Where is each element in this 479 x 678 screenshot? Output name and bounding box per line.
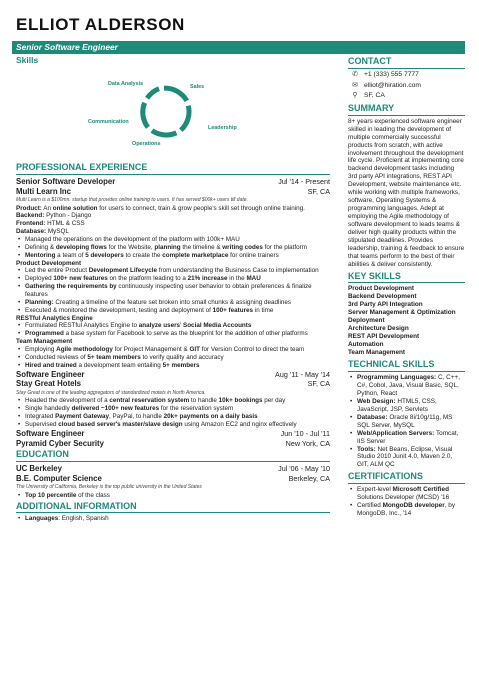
list-item: • Web/Application Servers: Tomcat, IIS Server [348, 430, 465, 446]
list-item [16, 492, 330, 500]
job-subheading: Team Management [16, 338, 73, 346]
list-item: • Web Design: HTML5, CSS, JavaScript, JSP, Servlets [348, 398, 465, 414]
candidate-name: ELLIOT ALDERSON [16, 15, 185, 34]
key-skill: REST API Development [348, 333, 420, 341]
languages-label: Languages [25, 515, 59, 523]
phone-text: +1 (333) 555 7777 [364, 70, 419, 78]
key-skill: Server Management & Optimization [348, 309, 456, 317]
job-dates: Jun '10 - Jul '11 [280, 428, 330, 438]
languages-value: : English, Spanish [58, 515, 109, 523]
list-item: • Expert-level Microsoft Certified Solutions Developer (MCSD) '16 [348, 486, 465, 502]
education-heading: EDUCATION [16, 449, 330, 462]
education-bullet-bold: Top 10 percentile [25, 491, 77, 499]
skills-heading: Skills [16, 55, 39, 65]
job-location: SF, CA [307, 186, 330, 196]
job-bullets [16, 397, 330, 428]
degree-name: B.E. Computer Science [16, 473, 102, 483]
job-detail: Frontend: HTML & CSS [16, 220, 85, 228]
job-entry [16, 370, 330, 429]
job-bullets [16, 267, 330, 314]
list-item: • Mentoring a team of 5 developers to create the complete marketplace for online trainers [16, 252, 330, 260]
list-item: • Headed the development of a central reservation system to handle 10k+ bookings per day [16, 397, 330, 405]
list-item: • Conducted reviews of 5+ team members to verify quality and accuracy [16, 354, 330, 362]
job-title-bar: Senior Software Engineer [12, 41, 465, 54]
list-item: • Managed the operations on the development of the platform with 100k+ MAU [16, 236, 330, 244]
job-location: SF, CA [307, 379, 330, 389]
job-bullets [16, 322, 330, 338]
list-item [16, 515, 330, 523]
contact-location [350, 92, 465, 101]
technical-skills-list [348, 374, 465, 469]
key-skill: 3rd Party API Integration [348, 301, 423, 309]
key-skill: Deployment [348, 317, 385, 325]
job-detail: Backend: Python - Django [16, 212, 92, 220]
list-item: • Deployed 100+ new features on the platform leading to a 21% increase in the MAU [16, 275, 330, 283]
skills-wheel-graphic [16, 68, 330, 162]
job-subheading: Product Development [16, 259, 82, 267]
contact-email[interactable] [350, 82, 465, 91]
skill-label-operations: Operations [132, 141, 161, 148]
list-item: • Led the entire Product Development Lifecycle from understanding the Business Case to implementation [16, 267, 330, 275]
summary-text: 8+ years experienced software engineer skilled in leading the development of multiple commercially successful products from scratch, with active involvement throughout the development life cycle. Proficient at implementing core backend development tasks including 3rd party API integrations, REST API Development, website maintenance etc. while working with multiple frameworks, software, Operating Systems & programming languages. Adept at employing the Agile methodology of software development to leads teams & deliver high quality products within the stipulated deadlines. Provides leadership, training & feedback to ensure that teams perform to the best of their abilities & deliver consistently. [348, 117, 465, 268]
right-column [348, 55, 465, 518]
summary-heading: SUMMARY [348, 103, 465, 116]
job-detail: Database: MySQL [16, 228, 69, 236]
contact-phone [350, 71, 465, 80]
contact-heading: CONTACT [348, 56, 465, 69]
location-text: SF, CA [364, 92, 385, 100]
education-entry [16, 464, 330, 500]
list-item: • Gathering the requirements by continuously inspecting user behavior to obtain preferences & finalize features [16, 283, 330, 299]
job-title: Senior Software Developer [16, 176, 116, 186]
experience-heading: PROFESSIONAL EXPERIENCE [16, 162, 330, 175]
education-dates: Jul '06 - May '10 [278, 464, 330, 474]
technical-skills-heading: TECHNICAL SKILLS [348, 359, 465, 372]
skill-label-sales: Sales [190, 84, 205, 91]
key-skill: Team Management [348, 349, 406, 357]
key-skill: Architecture Design [348, 325, 409, 333]
job-entry [16, 177, 330, 370]
job-detail: Product: An online solution for users to connect, train & grow people's skill set through online training. [16, 204, 305, 212]
skill-label-leadership: Leadership [208, 125, 237, 132]
skill-label-communication: Communication [88, 119, 129, 126]
job-dates: Jul '14 - Present [278, 176, 330, 186]
job-bullets [16, 236, 330, 260]
job-dates: Aug '11 - May '14 [275, 369, 330, 379]
list-item: • Formulated RESTful Analytics Engine to analyze users' Social Media Accounts [16, 322, 330, 330]
email-text[interactable]: elliot@hiration.com [364, 81, 421, 89]
company-name: Pyramid Cyber Security [16, 438, 104, 448]
list-item: • Certified MongoDB developer, by MongoDB, Inc., '14 [348, 502, 465, 518]
company-name: Stay Great Hotels [16, 379, 81, 389]
additional-heading: ADDITIONAL INFORMATION [16, 501, 330, 514]
skill-label-data-analysis: Data Analysis [108, 81, 144, 88]
certifications-list [348, 486, 465, 518]
key-skill: Product Development [348, 285, 415, 293]
job-subheading: RESTful Analytics Engine [16, 314, 93, 322]
list-item: • Integrated Payment Gateway, PayPal, to handle 20k+ payments on a daily basis [16, 413, 330, 421]
list-item: • Executed & monitored the development, testing and deployment of 100+ features in time [16, 307, 330, 315]
list-item: • Employing Agile methodology for Project Management & GIT for Version Control to direct the team [16, 346, 330, 354]
school-description: The University of California, Berkeley is the top public university in the United States [16, 484, 202, 491]
key-skill: Backend Development [348, 293, 417, 301]
map-pin-icon: ⚲ [352, 92, 358, 100]
job-title: Software Engineer [16, 428, 85, 438]
phone-icon: ✆ [352, 70, 358, 78]
certifications-heading: CERTIFICATIONS [348, 471, 465, 484]
skills-wheel [16, 68, 330, 162]
company-description: Multi Learn is a $100mn. startup that provides online training to users. It has served $00k+ users till date. [16, 197, 248, 204]
list-item: • Programming Languages: C, C++, C#, Cobol, Java, Visual Basic, SQL, Python, React [348, 374, 465, 398]
list-item: • Planning: Creating a timeline of the feature set broken into small chunks & assigning deadlines [16, 299, 330, 307]
list-item: • Defining & developing flows for the Website, planning the timeline & writing codes for the platform [16, 244, 330, 252]
education-bullets [16, 492, 330, 500]
envelope-icon: ✉ [352, 81, 358, 89]
list-item: • Database: Oracle 8i/10g/11g, MS SQL Server, MySQL [348, 414, 465, 430]
list-item: • Supervised cloud based server's master/slave design using Amazon EC2 and nginx effectively [16, 421, 330, 429]
list-item: • Programmed a base system for Facebook to serve as the blueprint for the addition of other platforms [16, 330, 330, 338]
school-name: UC Berkeley [16, 464, 62, 474]
company-description: Stay Great is one of the leading aggregators of standardized motels in North America. [16, 390, 206, 397]
list-item: • Single handedly delivered ~100+ new features for the reservation system [16, 405, 330, 413]
key-skills-list [348, 285, 465, 357]
list-item: • Tools: Net Beans, Eclipse, Visual Studio 2010 Junit 4.0, Maven 2.0, GIT, ALM QC [348, 446, 465, 470]
job-bullets [16, 346, 330, 370]
company-name: Multi Learn Inc [16, 186, 72, 196]
job-location: New York, CA [285, 438, 330, 448]
key-skill: Automation [348, 341, 384, 349]
education-location: Berkeley, CA [288, 473, 330, 483]
key-skills-heading: KEY SKILLS [348, 271, 465, 284]
education-bullet-text: of the class [76, 491, 110, 499]
job-entry [16, 429, 330, 448]
additional-bullets [16, 515, 330, 523]
job-title: Software Engineer [16, 369, 85, 379]
left-column [16, 55, 330, 523]
list-item: • Hired and trained a development team entailing 5+ members [16, 362, 330, 370]
